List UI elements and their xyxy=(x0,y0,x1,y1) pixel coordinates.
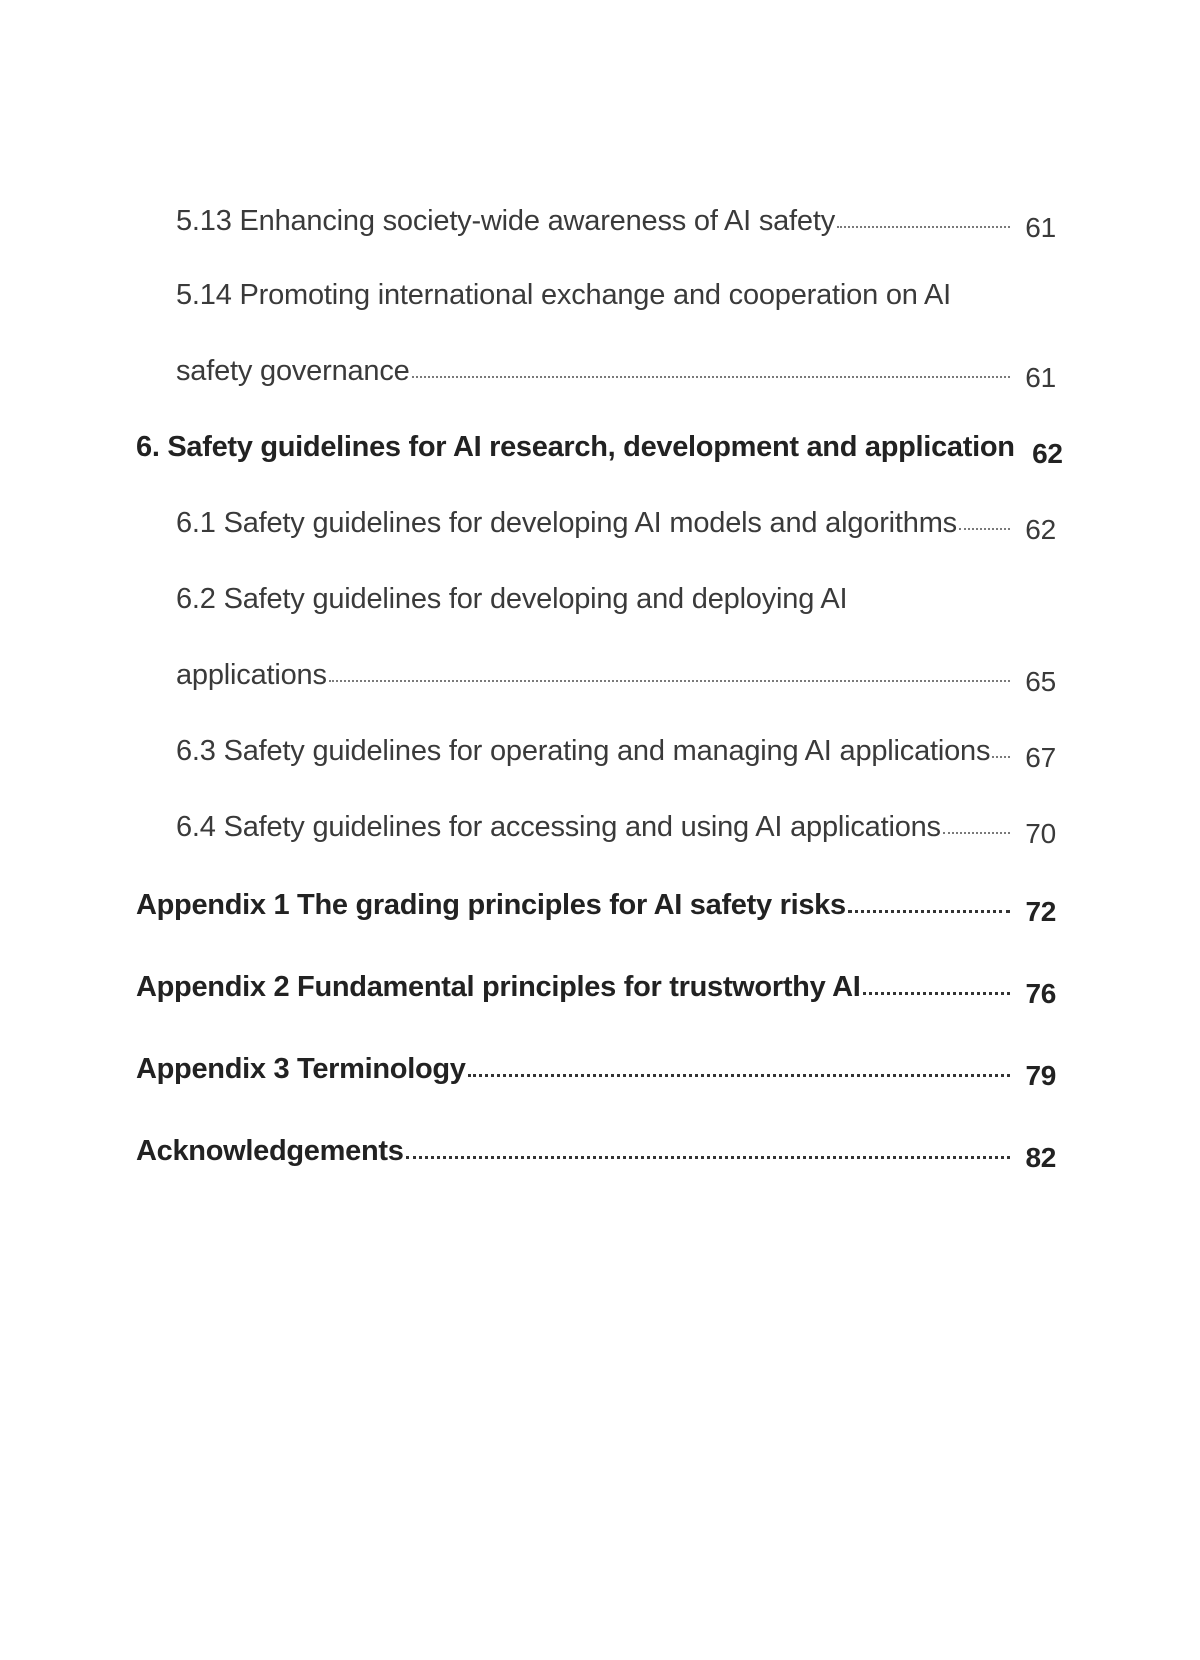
dot-leader xyxy=(329,680,1010,682)
toc-entry-page: 62 xyxy=(1025,514,1056,545)
toc-entry-title-line1: 6.2 Safety guidelines for developing and deploying AI xyxy=(176,583,848,615)
toc-entry-page: 61 xyxy=(1025,212,1056,243)
toc-entry-page: 79 xyxy=(1025,1060,1056,1091)
toc-entry-5-14[interactable] xyxy=(176,338,1056,394)
toc-entry-6-2[interactable] xyxy=(176,642,1056,698)
toc-entry-5-13[interactable] xyxy=(176,188,1056,244)
toc-entry-title: Appendix 3 Terminology xyxy=(136,1053,466,1085)
toc-entry-6-4[interactable] xyxy=(176,794,1056,850)
toc-entry-page: 67 xyxy=(1025,742,1056,773)
toc-entry-6[interactable] xyxy=(136,414,1063,470)
toc-entry-6-3[interactable] xyxy=(176,718,1056,774)
toc-entry-appendix-1[interactable] xyxy=(136,872,1056,928)
toc-entry-title-line1: 5.14 Promoting international exchange and cooperation on AI xyxy=(176,279,951,311)
toc-entry-page: 82 xyxy=(1025,1142,1056,1173)
toc-entry-title: 6.3 Safety guidelines for operating and managing AI applications xyxy=(176,735,991,767)
toc-entry-title-line2: applications xyxy=(176,659,327,691)
dot-leader xyxy=(468,1074,1010,1077)
toc-entry-title: 6.4 Safety guidelines for accessing and using AI applications xyxy=(176,811,941,843)
toc-entry-6-1[interactable] xyxy=(176,490,1056,546)
toc-entry-title: Appendix 2 Fundamental principles for trustworthy AI xyxy=(136,971,861,1003)
toc-entry-title: Acknowledgements xyxy=(136,1135,404,1167)
dot-leader xyxy=(406,1156,1010,1159)
toc-entry-page: 62 xyxy=(1032,438,1063,469)
dot-leader xyxy=(848,910,1010,913)
toc-entry-page: 70 xyxy=(1025,818,1056,849)
toc-entry-title: Appendix 1 The grading principles for AI safety risks xyxy=(136,889,846,921)
toc-entry-title: 5.13 Enhancing society-wide awareness of AI safety xyxy=(176,205,835,237)
toc-entry-5-14-line1[interactable] xyxy=(176,262,1056,318)
toc-entry-title: 6. Safety guidelines for AI research, development and application xyxy=(136,431,1015,463)
toc-entry-appendix-2[interactable] xyxy=(136,954,1056,1010)
toc-entry-acknowledgements[interactable] xyxy=(136,1118,1056,1174)
dot-leader xyxy=(959,528,1010,530)
toc-entry-title-line2: safety governance xyxy=(176,355,410,387)
dot-leader xyxy=(992,756,1010,758)
toc-entry-title: 6.1 Safety guidelines for developing AI models and algorithms xyxy=(176,507,957,539)
dot-leader xyxy=(863,992,1010,995)
toc-entry-page: 65 xyxy=(1025,666,1056,697)
dot-leader xyxy=(837,226,1010,228)
dot-leader xyxy=(412,376,1010,378)
toc-entry-appendix-3[interactable] xyxy=(136,1036,1056,1092)
toc-entry-page: 76 xyxy=(1025,978,1056,1009)
toc-entry-page: 61 xyxy=(1025,362,1056,393)
toc-entry-6-2-line1[interactable] xyxy=(176,566,1056,622)
dot-leader xyxy=(943,832,1010,834)
toc-entry-page: 72 xyxy=(1025,896,1056,927)
